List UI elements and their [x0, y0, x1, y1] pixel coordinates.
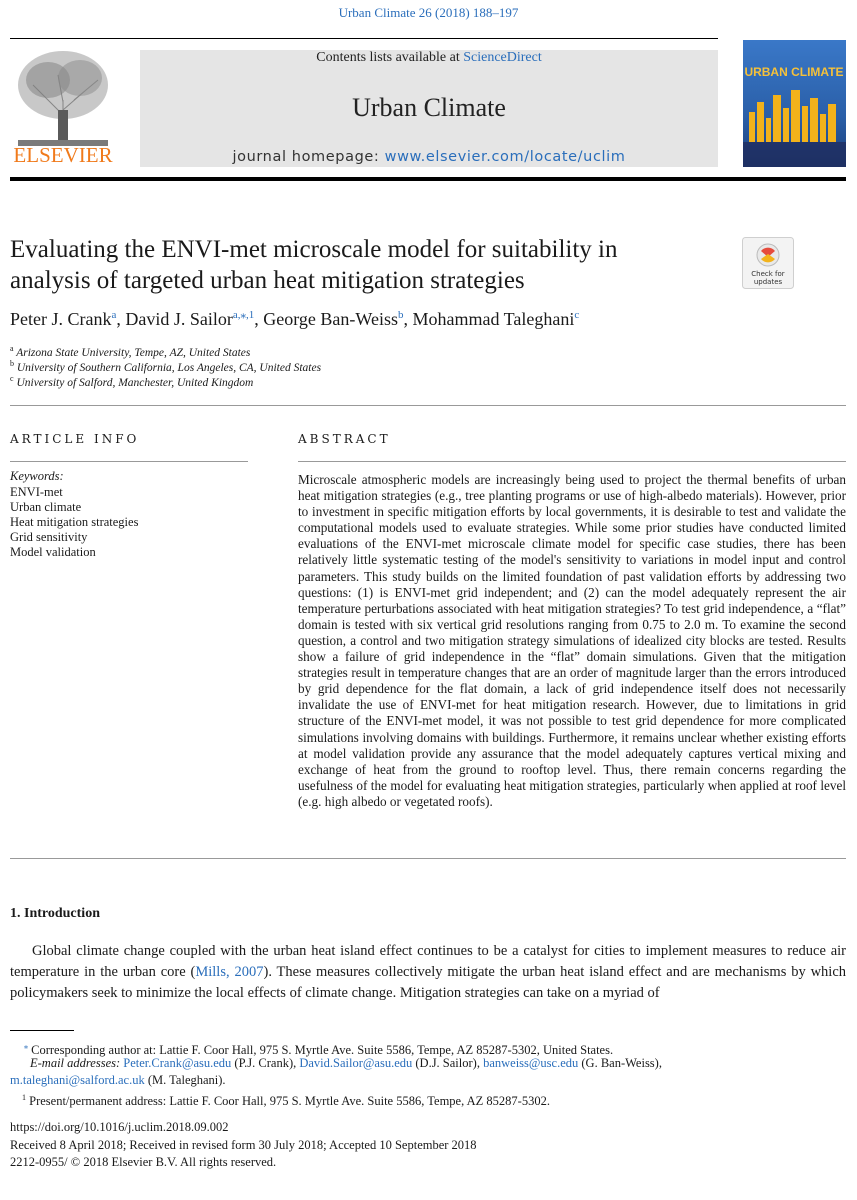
email-link[interactable]: David.Sailor@asu.edu: [299, 1056, 413, 1070]
svg-text:Check for: Check for: [751, 270, 785, 278]
email-link[interactable]: m.taleghani@salford.ac.uk: [10, 1073, 145, 1087]
header-rule-bottom: [10, 177, 846, 181]
svg-text:URBAN CLIMATE: URBAN CLIMATE: [744, 65, 844, 79]
affiliation-mark: a: [10, 344, 14, 353]
footnote-text: Present/permanent address: Lattie F. Coor Hall, 975 S. Myrtle Ave. Suite 5586, Tempe, AZ 85287-5302.: [29, 1094, 550, 1109]
sciencedirect-link[interactable]: ScienceDirect: [463, 50, 542, 65]
section-divider: [10, 405, 846, 406]
footnote-text: Corresponding author at: Lattie F. Coor Hall, 975 S. Myrtle Ave. Suite 5586, Tempe, AZ 85287-5302, United States.: [31, 1043, 614, 1058]
keyword: Model validation: [10, 545, 96, 559]
author-separator: ,: [254, 309, 264, 329]
intro-text: Global climate change coupled with the urban heat island effect continues to be a catalyst for cities to implement measures to reduce air temperature in the urban core (: [10, 943, 846, 980]
email-footnote-continued: [10, 1072, 846, 1089]
doi-link[interactable]: https://doi.org/10.1016/j.uclim.2018.09.002: [10, 1120, 229, 1134]
affiliation-text: University of Salford, Manchester, United Kingdom: [16, 376, 254, 389]
author-affiliation-mark[interactable]: b: [397, 309, 404, 321]
affiliation-text: Arizona State University, Tempe, AZ, United States: [16, 346, 251, 359]
affiliation-mark: b: [10, 359, 14, 368]
header-rule-top: [10, 38, 718, 39]
journal-reference[interactable]: Urban Climate 26 (2018) 188–197: [338, 5, 519, 20]
article-title-line-1: Evaluating the ENVI-met microscale model for suitability in: [10, 236, 618, 263]
journal-cover-image: [743, 40, 846, 167]
author-separator: ,: [116, 309, 126, 329]
abstract-bottom-rule: [10, 858, 846, 859]
keyword: Urban climate: [10, 500, 82, 514]
email-owner: (P.J. Crank),: [231, 1056, 300, 1070]
author-list: [10, 308, 770, 330]
article-info-heading: ARTICLE INFO: [10, 432, 140, 446]
email-owner: (M. Taleghani).: [144, 1073, 226, 1087]
abstract-heading: ABSTRACT: [298, 432, 391, 446]
abstract-text: Microscale atmospheric models are increasingly being used to project the thermal benefits of urban heat mitigation strategies (e.g., tree planting programs or use of high-albedo materials). However, prior to investment in specific mitigation efforts by local governments, it is desirable to test and validate the computational models used to evaluate strategies. While some prior studies have conducted limited evaluations of the ENVI-met microscale climate model for specific case studies, there has been relatively little systematic testing of the model's sensitivity to variations in model input and control parameters. This study builds on the limited foundation of past validation efforts by addressing two questions: (1) is ENVI-met grid independent; and (2) can the model adequately represent the air temperature perturbations associated with heat mitigation strategies? To test grid independence, a “flat” domain is tested with six vertical grid resolutions ranging from 0.75 to 2.0 m. To examine the second question, a control and two mitigation strategy simulations of idealized city blocks are tested. Results show a failure of grid independence in the “flat” domain simulations. Given that the mitigation strategies result in temperature changes that are an order of magnitude larger than the errors introduced by grid dependence for the flat domain, a lack of grid independence itself does not necessarily invalidate the use of ENVI-met for heat mitigation research. However, due to limitations in grid structure of the ENVI-met model, it was not possible to test grid dependence for more complicated simulations involving domains with buildings. Furthermore, it remains unclear whether existing efforts at model validation provide any assurance that the model adequately captures vertical mixing and exchange of heat from the ground to rooftop level. Thus, there remain concerns regarding the usefulness of the model for evaluating heat mitigation strategies, particularly when applied at roof level (e.g. high albedo or vegetated roofs).: [298, 472, 846, 809]
check-for-updates-badge[interactable]: [742, 237, 794, 289]
journal-name: Urban Climate: [352, 93, 506, 122]
keyword: ENVI-met: [10, 485, 63, 499]
citation-link[interactable]: Mills, 2007: [195, 964, 264, 980]
keywords-label: Keywords:: [10, 469, 64, 483]
email-owner: (G. Ban-Weiss),: [578, 1056, 662, 1070]
email-footnote: [10, 1055, 846, 1072]
footnote-mark: 1: [22, 1093, 26, 1102]
homepage-link[interactable]: www.elsevier.com/locate/uclim: [384, 149, 626, 165]
footnote-rule: [10, 1030, 74, 1031]
abstract-rule: [298, 461, 846, 462]
email-label: E-mail addresses:: [30, 1056, 121, 1070]
author-affiliation-mark[interactable]: c: [574, 309, 580, 321]
author-name: David J. Sailor: [125, 309, 233, 329]
svg-text:ELSEVIER: ELSEVIER: [13, 143, 113, 165]
article-title: [10, 234, 700, 296]
introduction-heading: 1. Introduction: [10, 906, 100, 921]
article-title-line-2: analysis of targeted urban heat mitigation strategies: [10, 267, 525, 294]
article-info-rule: [10, 461, 248, 462]
footnote-mark: ⁎: [24, 1042, 28, 1051]
affiliation-mark: c: [10, 374, 14, 383]
affiliation: [10, 344, 250, 359]
journal-homepage: [140, 149, 718, 165]
elsevier-logo: [8, 40, 118, 165]
author-name: Peter J. Crank: [10, 309, 112, 329]
copyright-notice: 2212-0955/ © 2018 Elsevier B.V. All rights reserved.: [10, 1155, 277, 1169]
affiliation: [10, 374, 253, 389]
affiliation: [10, 359, 321, 374]
contents-line: [140, 50, 718, 66]
svg-text:updates: updates: [753, 278, 783, 286]
author-affiliation-mark[interactable]: a: [111, 309, 117, 321]
author-separator: ,: [403, 309, 413, 329]
introduction-paragraph: [10, 941, 846, 1004]
keyword: Grid sensitivity: [10, 530, 88, 544]
author-name: George Ban-Weiss: [263, 309, 398, 329]
keyword: Heat mitigation strategies: [10, 515, 139, 529]
present-address-footnote: [10, 1089, 846, 1110]
affiliation-text: University of Southern California, Los Angeles, CA, United States: [16, 361, 322, 374]
contents-prefix: Contents lists available at: [316, 50, 464, 65]
email-owner: (D.J. Sailor),: [412, 1056, 484, 1070]
intro-text: ). These measures collectively mitigate the urban heat island effect and are mechanisms by which policymakers seek to minimize the local effects of climate change. Mitigation strategies can take on a myriad of: [10, 964, 847, 1001]
author-name: Mohammad Taleghani: [412, 309, 575, 329]
homepage-prefix: journal homepage:: [232, 149, 385, 165]
email-link[interactable]: banweiss@usc.edu: [483, 1056, 579, 1070]
author-affiliation-mark[interactable]: a,⁎,1: [232, 309, 255, 321]
email-link[interactable]: Peter.Crank@asu.edu: [123, 1056, 232, 1070]
received-dates: Received 8 April 2018; Received in revised form 30 July 2018; Accepted 10 September 2018: [10, 1138, 477, 1152]
